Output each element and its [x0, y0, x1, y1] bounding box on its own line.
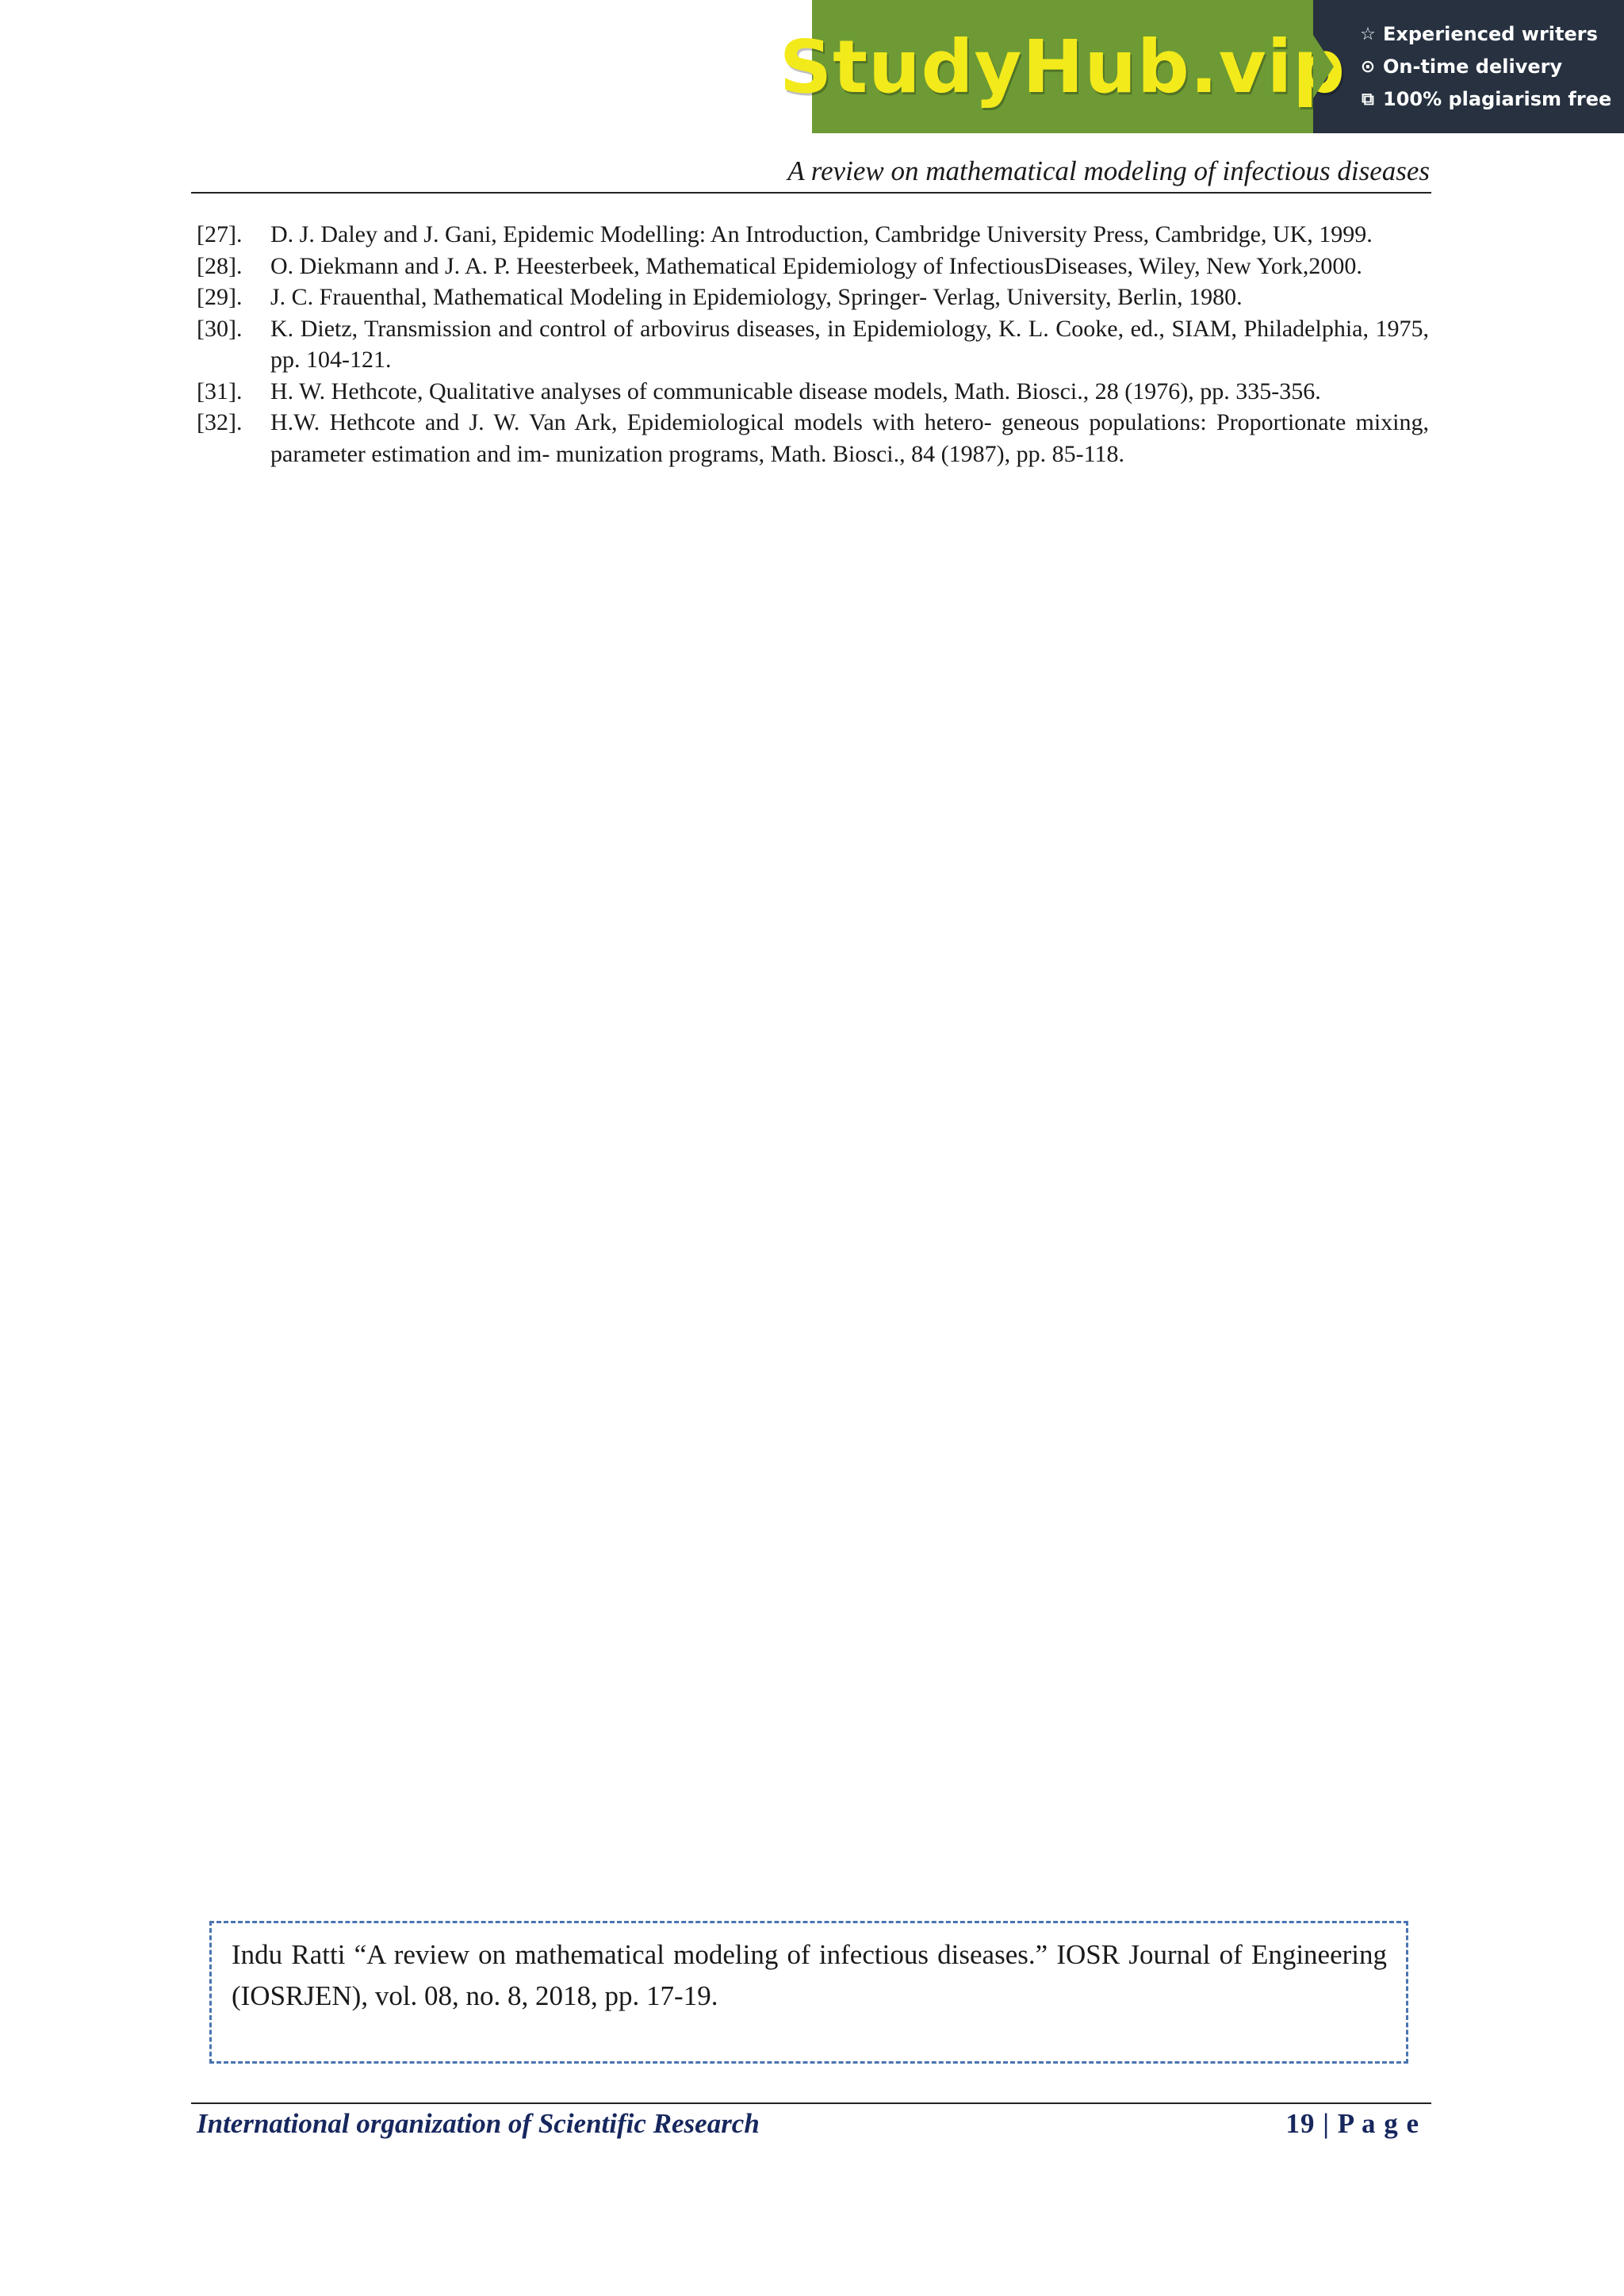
citation-text: Indu Ratti “A review on mathematical modeling of infectious diseases.” IOSR Journal of Engineering (IOSRJEN), vol. 08, no. 8, 2018, pp. 17-19. [232, 1939, 1387, 2011]
reference-number: [32]. [197, 409, 243, 435]
document-copy-icon: ⧉ [1362, 89, 1374, 109]
clock-icon: ⊙ [1360, 56, 1376, 77]
feature-plagiarism-free [1358, 83, 1624, 116]
reference-item [197, 219, 1429, 251]
reference-item [197, 376, 1429, 408]
feature-experienced-writers [1358, 18, 1624, 51]
logo-text: StudyHub.vip [779, 24, 1346, 109]
reference-item [197, 282, 1429, 313]
citation-box [209, 1921, 1408, 2064]
reference-number: [31]. [197, 378, 243, 404]
footer-rule [191, 2102, 1431, 2104]
studyhub-banner[interactable] [779, 0, 1624, 133]
banner-arrow-shape [1313, 35, 1334, 98]
reference-text: D. J. Daley and J. Gani, Epidemic Modelling: An Introduction, Cambridge University Press, Cambridge, UK, 1999. [270, 221, 1373, 247]
feature-on-time-delivery [1358, 51, 1624, 83]
reference-item [197, 407, 1429, 470]
reference-text: H. W. Hethcote, Qualitative analyses of communicable disease models, Math. Biosci., 28 (1976), pp. 335-356. [270, 378, 1321, 404]
star-icon: ☆ [1360, 24, 1376, 44]
reference-item [197, 251, 1429, 282]
reference-number: [27]. [197, 221, 243, 247]
feature-label: On-time delivery [1383, 56, 1563, 78]
footer-organization: International organization of Scientific Research [197, 2108, 760, 2139]
running-title: A review on mathematical modeling of infectious diseases [787, 155, 1430, 186]
feature-label: 100% plagiarism free [1383, 88, 1612, 110]
reference-text: O. Diekmann and J. A. P. Heesterbeek, Mathematical Epidemiology of InfectiousDiseases, Wiley, New York,2000. [270, 252, 1362, 279]
studyhub-logo[interactable] [779, 0, 1346, 133]
header-rule [191, 192, 1431, 194]
page-number: 19 | P a g e [1285, 2108, 1419, 2139]
reference-text: H.W. Hethcote and J. W. Van Ark, Epidemiological models with hetero- geneous populations: Proportionate mixing, parameter estimation and im- munization programs, Math. Biosci., 84 (1987), pp. 85-118. [270, 409, 1429, 467]
reference-item [197, 313, 1429, 376]
reference-number: [28]. [197, 252, 243, 279]
reference-list [197, 219, 1429, 470]
reference-number: [29]. [197, 284, 243, 310]
banner-features [1313, 0, 1624, 133]
reference-text: J. C. Frauenthal, Mathematical Modeling in Epidemiology, Springer- Verlag, University, Berlin, 1980. [270, 284, 1243, 310]
reference-number: [30]. [197, 315, 243, 342]
feature-label: Experienced writers [1383, 23, 1598, 45]
reference-text: K. Dietz, Transmission and control of arbovirus diseases, in Epidemiology, K. L. Cooke, ed., SIAM, Philadelphia, 1975, pp. 104-121. [270, 315, 1429, 373]
